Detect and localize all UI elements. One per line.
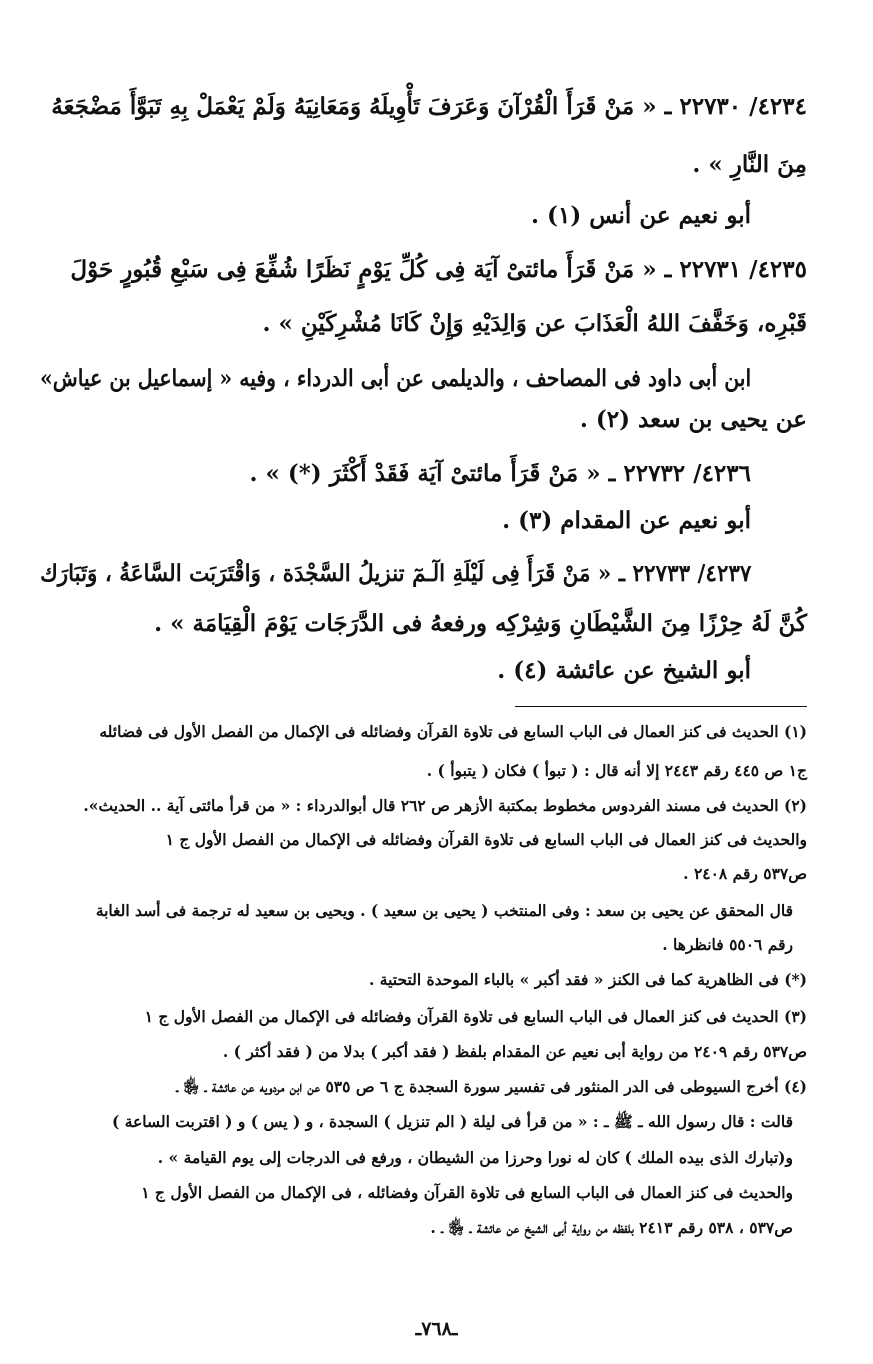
hadith-4236-line-1: ٤٢٣٦/ ٢٢٧٣٢ ـ « مَنْ قَرَأَ مائتىْ آيَة فَقَدْ أَكْثَرَ (*) » . — [249, 460, 751, 487]
footnote-3-line-1: (٣) الحديث فى كنز العمال فى الباب السابع فى تلاوة القرآن وفضائله فى الإكمال من الفصل الأول ج ١ — [144, 1007, 807, 1026]
footnote-2-line-5: رقم ٥٥٠٦ فانظرها . — [662, 935, 793, 954]
hadith-4235-source-line-2: عن يحيى بن سعد (٢) . — [579, 406, 807, 433]
hadith-4237-source: أبو الشيخ عن عائشة (٤) . — [497, 657, 751, 684]
footnote-star: (*) فى الظاهرية كما فى الكنز « فقد أكبر » بالباء الموحدة التحتية . — [368, 970, 807, 989]
footnote-2-line-1: (٢) الحديث فى مسند الفردوس مخطوط بمكتبة الأزهر ص ٢٦٢ قال أبوالدرداء : « من قرأ مائتى آية .. الحديث». — [83, 796, 807, 815]
hadith-4237-line-1: ٤٢٣٧/ ٢٢٧٣٣ ـ « مَنْ قَرَأَ فِى لَيْلَةِ الٓـمٓ تنزيلُ السَّجْدَة ، وَاقْتَرَبَت السَّاعَةُ ، وَتَبَارَك — [39, 560, 751, 587]
footnote-1-line-1: (١) الحديث فى كنز العمال فى الباب السابع فى تلاوة القرآن وفضائله فى الإكمال من الفصل الأول فى فضائله — [99, 722, 807, 741]
footnote-3-line-2: ص٥٣٧ رقم ٢٤٠٩ من رواية أبى نعيم عن المقدام بلفظ ( فقد أكبر ) بدلا من ( فقد أكثر ) . — [222, 1042, 807, 1061]
footnote-2-line-3: ص٥٣٧ رقم ٢٤٠٨ . — [683, 864, 807, 883]
hadith-4234-source: أبو نعيم عن أنس (١) . — [531, 202, 751, 229]
footnote-1-line-2: ج١ ص ٤٤٥ رقم ٢٤٤٣ إلا أنه قال : ( تبوأ ) فكان ( يتبوأ ) . — [426, 761, 807, 780]
page-number: ـ٧٦٨ـ — [415, 1318, 458, 1340]
hadith-4235-line-1: ٤٢٣٥/ ٢٢٧٣١ ـ « مَنْ قَرَأَ مائتىْ آيَة فِى كُلِّ يَوْمٍ نَظَرًا شُفِّعَ فِى سَبْعِ قُبُورٍ حَوْلَ — [70, 256, 807, 283]
hadith-4235-line-2: قَبْرِه، وَخَفَّفَ اللهُ الْعَذَابَ عن وَالِدَيْهِ وَإِنْ كَانَا مُشْرِكَيْنِ » . — [262, 310, 807, 337]
footnote-4-line-5: ص٥٣٧ ، ٥٣٨ رقم ٢٤١٣ بلفظه من رواية أبى الشيخ عن عائشة ـ ﵂ ـ . — [430, 1218, 793, 1237]
footnote-4-line-2: قالت : قال رسول الله ـ ﷺ ـ : « من قرأ فى ليلة ( الم تنزيل ) السجدة ، و ( يس ) و ( اقتربت الساعة ) — [112, 1112, 793, 1131]
footnote-2-line-2: والحديث فى كنز العمال فى الباب السابع فى تلاوة القرآن وفضائله فى الإكمال من الفصل الأول ج ١ — [165, 830, 807, 849]
footnote-separator — [515, 706, 807, 707]
footnote-4-line-3: و(تبارك الذى بيده الملك ) كان له نورا وحرزا من الشيطان ، ورفع فى الدرجات إلى يوم القيامة » . — [157, 1148, 793, 1167]
footnote-2-line-4: قال المحقق عن يحيى بن سعد : وفى المنتخب ( يحيى بن سعيد ) . ويحيى بن سعيد له ترجمة فى أسد الغابة — [95, 901, 793, 920]
hadith-4235-source-line-1: ابن أبى داود فى المصاحف ، والديلمى عن أبى الدرداء ، وفيه « إسماعيل بن عياش» — [39, 365, 751, 392]
hadith-4234-line-1: ٤٢٣٤/ ٢٢٧٣٠ ـ « مَنْ قَرَأَ الْقُرْآنَ وَعَرَفَ تَأْوِيلَهُ وَمَعَانِيَهُ وَلَمْ يَعْمَلْ بِهِ تَبَوَّأَ مَضْجَعَهُ — [51, 93, 807, 120]
hadith-4237-line-2: كُنَّ لَهُ حِرْزًا مِنَ الشَّيْطَانِ وَشِرْكِه ورفعهُ فى الدَّرَجَات يَوْمَ الْقِيَامَة » . — [154, 610, 807, 637]
hadith-4234-line-2: مِنَ النَّارِ » . — [692, 151, 807, 178]
footnote-4-line-1: (٤) أخرج السيوطى فى الدر المنثور فى تفسير سورة السجدة ج ٦ ص ٥٣٥ عن ابن مردويه عن عائشة ـ ﵂ ـ — [176, 1077, 807, 1096]
hadith-4236-source: أبو نعيم عن المقدام (٣) . — [502, 507, 751, 534]
footnote-4-line-4: والحديث فى كنز العمال فى الباب السابع فى تلاوة القرآن وفضائله ، فى الإكمال من الفصل الأول ج ١ — [141, 1183, 793, 1202]
